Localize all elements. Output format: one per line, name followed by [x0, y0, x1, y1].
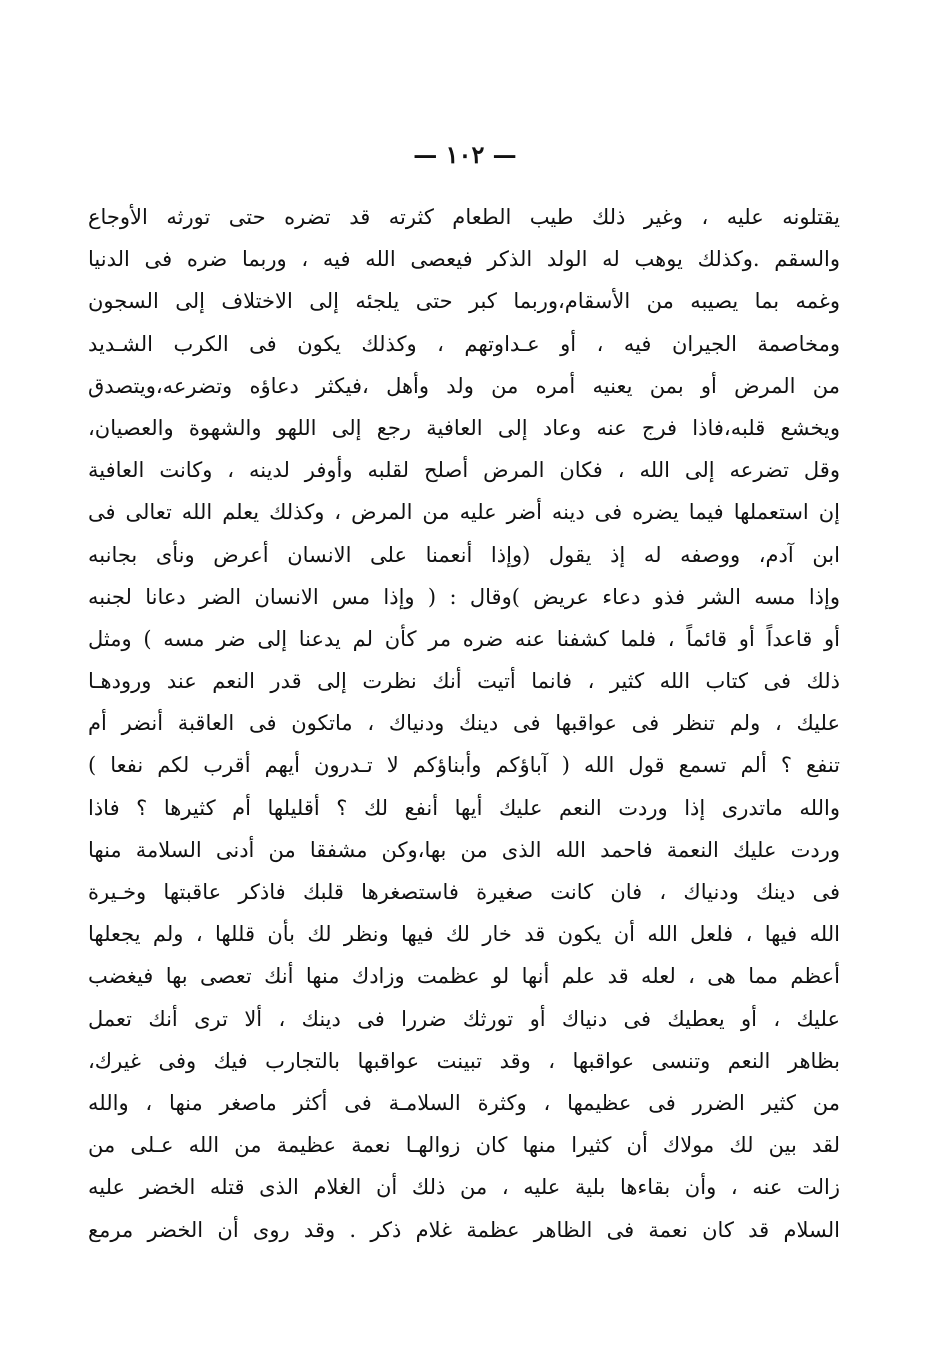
- text-line: إن استعملها فيما يضره فى دينه أضر عليه من المرض ، وكذلك يعلم الله تعالى فى: [88, 500, 840, 525]
- text-line: ويخشع قلبه،فاذا فرج عنه وعاد إلى العافية رجع إلى اللهو والشهوة والعصيان،: [88, 415, 840, 440]
- text-line: زالت عنه ، وأن بقاءها بلية عليه ، من ذلك أن الغلام الذى قتله الخضر عليه: [88, 1175, 840, 1200]
- text-line: السلام قد كان نعمة فى الظاهر عظمة غلام ذكر . وقد روى أن الخضر مرمع: [88, 1217, 840, 1242]
- text-line: فى دينك ودنياك ، فان كانت صغيرة فاستصغرها قلبك فاذكر عاقبتها وخـيرة: [88, 880, 840, 904]
- text-line: ابن آدم، ووصفه له إذ يقول (وإذا أنعمنا على الانسان أعرض ونأى بجانبه: [88, 542, 840, 567]
- text-line: عليك ، أو يعطيك فى دنياك أو تورثك ضررا فى دينك ، ألا ترى أنك تعمل: [88, 1006, 840, 1031]
- text-line: وغمه بما يصيبه من الأسقام،وربما كبر حتى يلجئه إلى الاختلاف إلى السجون: [88, 289, 840, 314]
- text-line: وردت عليك النعمة فاحمد الله الذى من بها،وكن مشفقا من أدنى السلامة منها: [88, 837, 840, 862]
- text-line: وقل تضرعه إلى الله ، فكان المرض أصلح لقلبه وأوفر لدينه ، وكانت العافية: [88, 458, 840, 483]
- text-line: عليك ، ولم تنظر فى عواقبها فى دينك ودنياك ، ماتكون فى العاقبة أنضر أم: [88, 711, 840, 736]
- body-text: [88, 196, 840, 1251]
- text-line: الله فيها ، فلعل الله أن يكون قد خار لك فيها ونظر لك بأن قللها ، ولم يجعلها: [88, 922, 840, 947]
- text-line: لقد بين لك مولاك أن كثيرا منها كان زوالهـا نعمة عظيمة من الله عـلى من: [88, 1133, 840, 1158]
- page-number: — ١٠٢ —: [413, 140, 517, 169]
- text-line: من كثير الضرر فى عظيمها ، وكثرة السلامـة فى أكثر ماصغر منها ، والله: [88, 1090, 840, 1115]
- text-line: وإذا مسه الشر فذو دعاء عريض )وقال : ( وإذا مس الانسان الضر دعانا لجنبه: [88, 584, 840, 609]
- text-line: يقتلونه عليه ، وغير ذلك طيب الطعام كثرته قد تضره حتى تورثه الأوجاع: [88, 205, 840, 229]
- text-line: والله ماتدرى إذا وردت النعم عليك أيها أنفع لك ؟ أقليلها أم كثيرها ؟ فاذا: [88, 795, 840, 820]
- text-line: ومخاصمة الجيران فيه ، أو عـداوتهم ، وكذلك يكون فى الكرب الشـديد: [88, 331, 840, 356]
- text-line: من المرض أو بمن يعنيه أمره من ولد وأهل ،فيكثر دعاؤه وتضرعه،ويتصدق: [88, 373, 840, 398]
- text-line: بظاهر النعم وتنسى عواقبها ، وقد تبينت عواقبها بالتجارب فيك وفى غيرك،: [88, 1048, 840, 1073]
- text-line: أعظم مما هى ، لعله قد علم أنها لو عظمت وزادك منها أنك تعصى بها فيغضب: [88, 964, 840, 989]
- text-line: تنفع ؟ ألم تسمع قول الله ( آباؤكم وأبناؤكم لا تـدرون أيهم أقرب لكم نفعا ): [88, 753, 840, 778]
- text-line: والسقم .وكذلك يوهب له الولد الذكر فيعصى الله فيه ، وربما ضره فى الدنيا: [88, 247, 840, 272]
- text-line: أو قاعداً أو قائماً ، فلما كشفنا عنه ضره مر كأن لم يدعنا إلى ضر مسه ) ومثل: [88, 626, 840, 651]
- text-line: ذلك فى كتاب الله كثير ، فانما أتيت أنك نظرت إلى قدر النعم عند ورودهـا: [88, 669, 840, 694]
